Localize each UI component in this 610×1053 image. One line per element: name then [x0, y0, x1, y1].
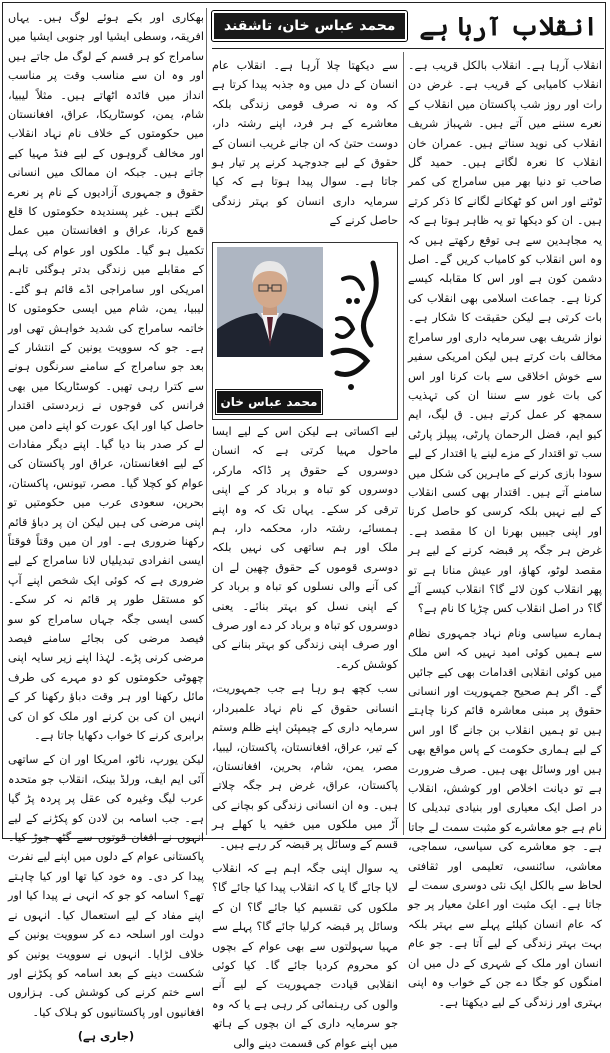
column-divider	[403, 52, 404, 835]
column-divider	[206, 8, 207, 835]
headline: انقلاب آرہا ہے	[419, 11, 598, 41]
paragraph: لیے اکساتی ہے لیکن اس کے لیے ایسا ماحول مہیا کرتی ہے کہ انسان دوسروں کے حقوق پر ڈاکہ مارکر، دوسروں کو تباہ و برباد کر کے اپنی ترقی کر سکے۔ یہاں تک کہ وہ اپنے ہمسائے، رشتہ دار، محکمہ دار، ہم ملک اور ہم ساتھی کی نہیں بلکہ دوسری قوموں کے حقوق چھین لے ان کی آنے والی نسلوں کو تباہ و برباد کر کے اپنی نسل کو بہتر بنائے۔ یعنی دوسروں کو تباہ و برباد کر دے اور صرف اور صرف اپنی زندگی کو بہتر بنانے کی کوشش کرے۔	[212, 425, 398, 671]
article-column-middle-bottom	[212, 422, 398, 1050]
author-name-caption: محمد عباس خان	[217, 391, 321, 413]
continued-label: (جاری ہے)	[77, 1030, 135, 1044]
paragraph: سے دیکھتا چلا آرہا ہے۔ انقلاب عام انسان کے دل میں وہ جذبہ پیدا کرتا ہے کہ وہ نہ صرف قومی زندگی بلکہ معاشرے کے ہر فرد، اپنے رشتہ دار، دوست حتیٰ کہ ان جانے غریب انسان کے حقوق کے لیے جدوجہد کرنے پر تیار ہو جاتا ہے۔ سوال پیدا ہوتا ہے کہ کیا سرمایہ داری انسان کو بہتر زندگی حاصل کرنے کے	[212, 59, 398, 228]
byline: محمد عباس خان، تاشقند	[212, 11, 407, 41]
header-divider	[212, 48, 604, 49]
portrait-image	[217, 247, 323, 357]
author-photo-panel	[212, 242, 398, 420]
newspaper-logo	[323, 249, 391, 399]
article-header	[212, 6, 602, 46]
article-column-left	[8, 8, 204, 1044]
paragraph: ہمارے سیاسی ونام نہاد جمہوری نظام سے ہمیں کوئی امید نہیں کہ اس ملک میں کوئی انقلابی اقدامات بھی کیے جائیں گے۔ اگر ہم صحیح جمہوریت اور انسانی حقوق پر مبنی معاشرہ قائم کرنا چاہتے ہیں تو ہمیں انقلاب بن جانے گا اور اس کے لیے ہماری حکومت کے پاس مواقع بھی ہیں اور وسائل بھی ہیں۔ صرف ضرورت ہے تو دیانت اخلاص اور کوشش، انقلاب در اصل ایک معیاری اور بنیادی تبدیلی کا نام ہے جو معاشرے کو مثبت سمت لے جاتا ہے۔ جو معاشرے کی سیاسی، سماجی، معاشی، سائنسی، تعلیمی اور ثقافتی لحاظ سے بالکل ایک نئی دوسری سمت لے جاتا ہے۔ ایک مثبت اور اعلیٰ معیار پر جو کہ عام انسان کیلئے پہلے سے بہتر بلکہ بہت بہتر زندگی کے لیے آتا ہے۔ جو عام انسان اور ملک کے شہری کے دل میں ان امنگوں کو جگا دے جن کے خواب وہ اپنی بہتری اور زندگی کے لیے دیکھتا ہے۔	[408, 626, 602, 1009]
article-column-right	[408, 56, 602, 1009]
paragraph: انقلاب آرہا ہے۔ انقلاب بالکل قریب ہے۔ انقلاب کامیابی کے قریب ہے۔ غرض دن رات اور روز شب پاکستان میں انقلاب کے نعرے سننے میں آتے ہیں۔ شہباز شریف انقلاب کی نوید سناتے ہیں۔ عمران خان انقلاب کا نعرہ لگاتے ہیں۔ حمید گل صاحب تو دنیا بھر میں سامراج کی کمر ٹوٹنے اور اس کو ٹھکانے لگانے کا ذکر کرتے ہیں۔ ان کو دیکھا تو یہ ظاہر ہوتا ہے کہ یہ مجاہدین سے ہی توقع رکھتے ہیں کہ وہ اس انقلاب کو کامیاب کریں گے۔ اصل دشمن کون ہے اور اس کا مقابلہ کیسے کرنا ہے۔ جماعت اسلامی بھی انقلاب کی بات کرتی ہے لیکن حقیقت کا شکار ہے۔ نواز شریف بھی سرمایہ داری اور سامراج مخالف بات کرتے ہیں لیکن امریکی سفیر سے خوش اخلاقی سے بات کرنا اور اس کی بات غور سے سننا ان کی تہذیب سمجھ کر عمل کرتے ہیں۔ ق لیگ، ایم کیو ایم، فضل الرحمان پارٹی، پیپلز پارٹی سب تو اقتدار کے مزے لینے یا اقتدار کے لیے سودا بازی کرنے کے ماہرین کی شکل میں سامنے آتے ہیں۔ اقتدار بھی کسی انقلاب کے لیے نہیں بلکہ کرسی کو حاصل کرنا اور اپنی جیبیں بھرنا ان کا مقصد ہے۔ غرض ہر جگہ پر قبضہ کرنے کے لیے ہر مقصد لوٹو، کھاؤ، اور عیش منانا ہے تو پھر انقلاب کون لائے گا؟ انقلاب کیسے آئے گا؟ در اصل انقلاب کس چڑیا کا نام ہے؟	[408, 59, 602, 616]
paragraph: یہ سوال اپنی جگہ اہم ہے کہ انقلاب لایا جائے گا یا کہ انقلاب پیدا کیا جائے گا؟ ملکوں کی تقسیم کیا جائے گا؟ ان کے وسائل پر قبضہ کرلیا جائے گا؟ پہلے سے مہیا سہولتوں سے بھی عوام کے بچوں کو محروم کردیا جائے گا۔ کیا کوئی انقلابی قیادت جمہوریت کے لیے آنے والوں کی رہنمائی کر رہی ہے یا کہ وہ جو سرمایہ داری کے ان بچوں کے ہاتھ میں اپنے عوام کی قسمت دینے والی	[212, 861, 398, 1050]
author-photo	[217, 247, 323, 357]
paragraph: لیکن یورپ، ناٹو، امریکا اور ان کے ساتھی آئی ایم ایف، ورلڈ بینک، انقلاب جو متحدہ عرب لیگ وغیرہ کی عقل پر پردہ پڑ گیا ہے۔ جب اسامہ بن لادن کو پکڑنے کے لیے انہوں نے افغان قوتوں سے گٹھ جوڑ کیا۔ پاکستانی عوام کے دلوں میں اپنے لیے نفرت پیدا کر دی۔ وہ خود کیا تھا اور کیا چاہتے تھے؟ اسامہ کو جو کہ انہی نے پیدا کیا اور اپنے مفاد کے لیے استعمال کیا۔ انہوں نے دولت اور اسلحہ دے کر سوویت یونین کے خلاف لڑایا۔ انہوں نے سوویت یونین کو شکست دینے کے بعد اسامہ کو پکڑنے اور اسے ختم کرنے کی کوشش کی۔ ہزاروں افغانیوں اور پاکستانیوں کو ہلاک کیا۔	[8, 753, 204, 1019]
paragraph: بھکاری اور بکے ہوئے لوگ ہیں۔ یہاں افریقہ، وسطی ایشیا اور جنوبی ایشیا میں سامراج کو ہر قسم کے لوگ مل جاتے ہیں اور وہ ان سے مناسب وقت پر مناسب انداز میں فائدہ اٹھاتے ہیں۔ مثلاً لیبیا، شام، یمن، کوسٹاریکا، عراق، افغانستان میں حکومتوں کے خلاف نام نہاد انقلاب اور مخالف گروہوں کے لیے فنڈ مہیا کیے جاتے ہیں۔ جبکہ ان ممالک میں انسانی حقوق و جمہوری آزادیوں کے نام پر نعرے لگتے ہیں۔ غیر پسندیدہ حکومتوں کا قلع قمع کرنا، عراق و افغانستان میں عمل تکمیل ہو گیا۔ ملکوں اور عوام کی پہلے کے مقابلے میں زندگی بدتر ہوگئی تاہم امریکی اور سامراجی اڈے قائم ہو گئے۔ لیبیا، یمن، شام میں ایسی حکومتوں کا خاتمہ سامراج کی شدید خواہش تھی اور ہے۔ جو کہ سوویت یونین کے انتشار کے بعد جو سامراج کے سامنے سرنگوں ہونے سے کترا رہی تھیں۔ کوسٹاریکا میں بھی فرانس کی فوجوں نے زبردستی اقتدار حاصل کیا اور ایک عورت کو اپنے دامن میں لے کر صدر بنا دیا گیا۔ اپنے دیگر مفادات کے لیے افغانستان، عراق اور پاکستان کی عوام کو کچلا گیا۔ مصر، تیونس، پاکستان، بحرین، سعودی عرب میں حکومتیں تو اپنی مرضی کی ہیں لیکن ان پر دباؤ قائم رکھنا ضروری ہے۔ اور ان میں وقتاً فوقتاً ایسی انفرادی تبدیلیاں لانا سامراج کے لیے ضروری ہے کہ کوئی ایک شخص اپنے آپ کو مستقل طور پر قائم نہ کر سکے۔ کسی ایسی جگہ جہاں سامراج کو سو فیصد مرضی کی بجائے سامنے فیصد مرضی کرنی پڑے۔ لہٰذا اپنے زیر سایہ اپنی چھوٹی حکومتوں کو دو مہرے کی طرف مائل رکھنا اور ہر وقت دباؤ رکھنا کر کے انہیں ان کی بن کرنے اور ملک کو ان کی برابری کرنے کا خواب دکھایا جاتا ہے۔	[8, 11, 204, 743]
paragraph: سب کچھ ہو رہا ہے جب جمہوریت، انسانی حقوق کے نام نہاد علمبردار، سرمایہ داری کے چیمپئن اپنے ظلم وستم کے تیر، عراق، افغانستان، پاکستان، لیبیا، مصر، یمن، شام، بحرین، افغانستان، پاکستان، عراق، غرض ہر جگہ چلاتے ہیں۔ وہ ان انسانی زندگی کو بچانے کی آڑ میں ملکوں میں خفیہ یا کھلے ہر قسم کے وسائل پر قبضہ کر رہے ہیں۔	[212, 682, 398, 851]
